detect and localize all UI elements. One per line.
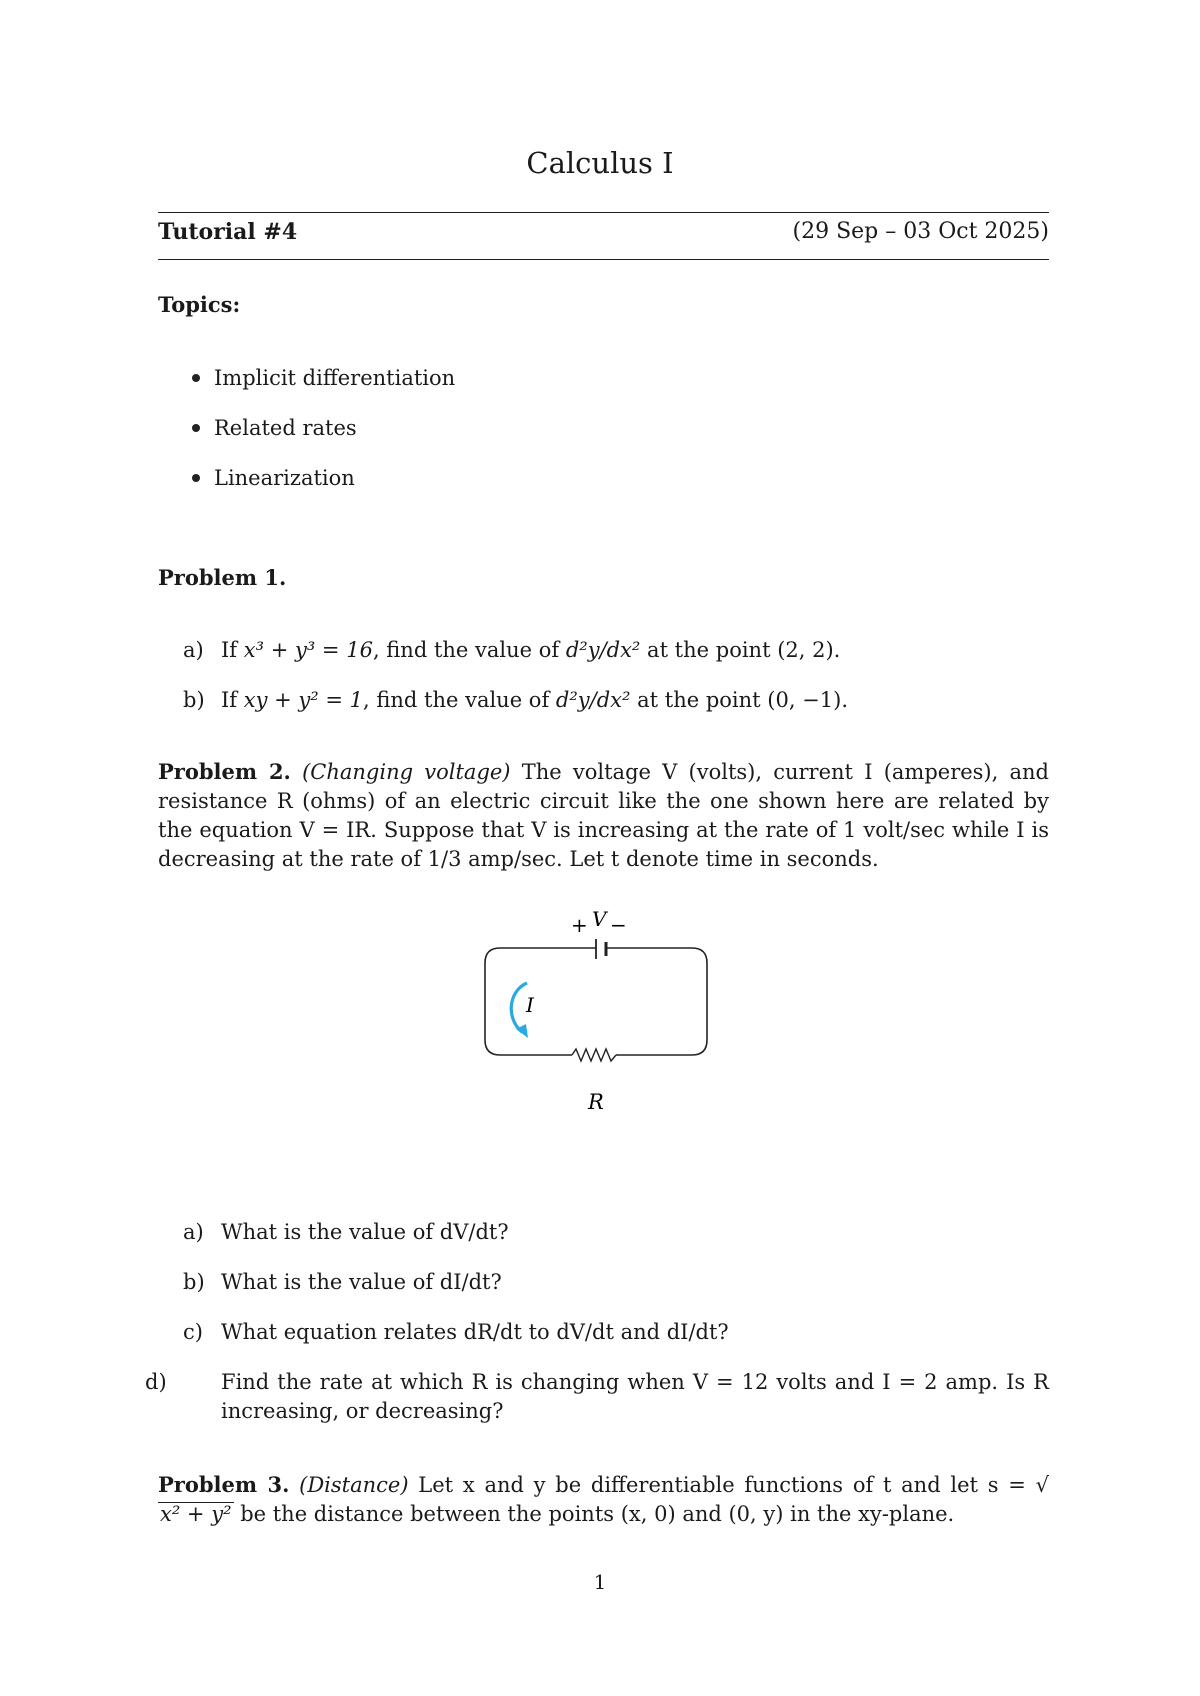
header-rule-bottom xyxy=(158,259,1049,260)
current-arrow-icon xyxy=(511,983,527,1032)
minus-sign: − xyxy=(610,913,627,937)
sqrt-expression: x² + y² xyxy=(160,1502,232,1526)
bullet-icon xyxy=(192,424,200,432)
current-label: I xyxy=(526,993,534,1017)
topics-heading: Topics: xyxy=(158,292,241,317)
problem2-title: (Changing voltage) xyxy=(302,760,511,784)
topic-item: Implicit differentiation xyxy=(192,364,455,393)
tutorial-label: Tutorial #4 xyxy=(158,219,298,245)
page-title: Calculus I xyxy=(526,146,674,180)
topic-item: Linearization xyxy=(192,464,355,493)
problem2-intro: Problem 2. (Changing voltage) The voltage V (volts), current I (amperes), and resistance R (ohms) of an electric circuit like the one shown here are related by the equation V = IR. Suppose that V is increasing at the rate of 1 volt/sec while I is decreasing at the rate of 1/3 amp/sec. Let t denote time in seconds. xyxy=(158,759,1049,871)
date-range: (29 Sep – 03 Oct 2025) xyxy=(792,219,1049,244)
problem2-part-a: a) What is the value of dV/dt? xyxy=(183,1220,509,1244)
voltage-label: V xyxy=(592,907,607,931)
bullet-icon xyxy=(192,474,200,482)
resistor-icon xyxy=(572,1049,616,1061)
problem3-title: (Distance) xyxy=(299,1473,409,1497)
topic-item: Related rates xyxy=(192,414,357,443)
plus-sign: + xyxy=(571,913,588,937)
problem1-part-b: b) If xy + y² = 1, find the value of d²y/dx² at the point (0, −1). xyxy=(183,688,848,712)
bullet-icon xyxy=(192,374,200,382)
problem1-heading: Problem 1. xyxy=(158,565,287,590)
problem1-part-a: a) If x³ + y³ = 16, find the value of d²y/dx² at the point (2, 2). xyxy=(183,638,841,662)
tutorial-header xyxy=(158,219,1049,245)
problem2-part-c: c) What equation relates dR/dt to dV/dt and dI/dt? xyxy=(183,1320,729,1344)
page-number: 1 xyxy=(593,1570,607,1594)
header-rule-top xyxy=(158,212,1049,213)
problem3-text: Problem 3. (Distance) Let x and y be differentiable functions of t and let s = √x² + y² be the distance between the points (x, 0) and (0, y) in the xy-plane. xyxy=(158,1472,1049,1526)
circuit-diagram xyxy=(470,895,740,1125)
circuit-wire xyxy=(485,948,707,1055)
problem3-heading: Problem 3. xyxy=(158,1472,290,1497)
problem2-part-b: b) What is the value of dI/dt? xyxy=(183,1270,502,1294)
resistance-label: R xyxy=(588,1090,604,1114)
problem2-heading: Problem 2. xyxy=(158,759,291,784)
problem2-part-d: d) Find the rate at which R is changing when V = 12 volts and I = 2 amp. Is R increasing, or decreasing? xyxy=(145,1370,1049,1423)
